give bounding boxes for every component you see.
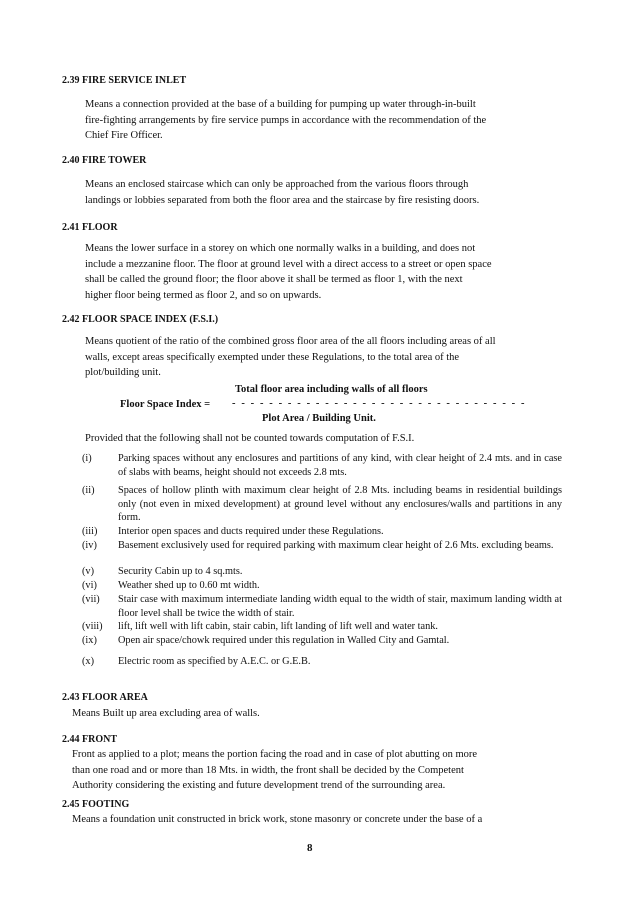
list-item-number: (x) [82, 656, 95, 667]
list-item-number: (iv) [82, 540, 97, 551]
page-number: 8 [307, 842, 313, 854]
formula-denominator: Plot Area / Building Unit. [262, 413, 376, 424]
provided-clause: Provided that the following shall not be counted towards computation of F.S.I. [85, 433, 415, 444]
text-line: Means an enclosed staircase which can only be approached from the various floors through [85, 179, 469, 190]
section-heading-floor-area: 2.43 FLOOR AREA [62, 692, 148, 703]
list-item-number: (viii) [82, 621, 103, 632]
formula-divider: - - - - - - - - - - - - - - - - - - - - - - - - - - - - - - - - [232, 398, 527, 409]
text-line: Front as applied to a plot; means the portion facing the road and in case of plot abutting on more [72, 749, 478, 760]
formula-label: Floor Space Index = [120, 399, 211, 410]
paragraph-floor [85, 241, 563, 303]
text-line: include a mezzanine floor. The floor at ground level with a direct access to a street or open space [85, 258, 492, 270]
paragraph-floor-space-index [85, 334, 563, 381]
text-line: Means a foundation unit constructed in brick work, stone masonry or concrete under the base of a [72, 814, 483, 825]
text-line: higher floor being termed as floor 2, and so on upwards. [85, 289, 322, 301]
list-item-text: Electric room as specified by A.E.C. or G.E.B. [118, 656, 311, 667]
text-line: than one road and or more than 18 Mts. in width, the front shall be decided by the Competent [72, 764, 464, 776]
list-item-number: (ix) [82, 635, 97, 646]
list-item-text: Weather shed up to 0.60 mt width. [118, 580, 260, 591]
list-item-text: Security Cabin up to 4 sq.mts. [118, 566, 243, 577]
list-item-text: Interior open spaces and ducts required under these Regulations. [118, 526, 384, 537]
list-item-text: Parking spaces without any enclosures and partitions of any kind, with clear height of 2.4 mts. and in case of slabs with beams, height should not exceeds 2.8 mts. [118, 453, 562, 478]
text-line: Means a connection provided at the base of a building for pumping up water through-in-built [85, 99, 476, 110]
section-heading-floor: 2.41 FLOOR [62, 222, 118, 233]
list-item-text: lift, lift well with lift cabin, stair cabin, lift landing of lift well and water tank. [118, 621, 438, 632]
section-heading-floor-space-index: 2.42 FLOOR SPACE INDEX (F.S.I.) [62, 314, 219, 325]
text-line: Means Built up area excluding area of walls. [72, 708, 260, 719]
list-item-number: (vi) [82, 580, 97, 591]
paragraph-footing [72, 812, 562, 828]
section-heading-fire-tower: 2.40 FIRE TOWER [62, 155, 147, 166]
list-item-text: Basement exclusively used for required parking with maximum clear height of 2.6 Mts. excluding beams. [118, 540, 554, 551]
paragraph-floor-area [72, 706, 550, 722]
text-line: Means quotient of the ratio of the combined gross floor area of the all floors including areas of all [85, 336, 496, 347]
text-line: shall be called the ground floor; the floor above it shall be termed as floor 1, with the next [85, 274, 463, 285]
list-item-number: (vii) [82, 594, 100, 605]
section-heading-fire-service-inlet: 2.39 FIRE SERVICE INLET [62, 75, 187, 86]
text-line: plot/building unit. [85, 367, 161, 378]
list-item-text: Spaces of hollow plinth with maximum clear height of 2.8 Mts. including beams in residential buildings only (not even in mixed development) at ground level without any enclosures/walls and partitions in any form. [118, 485, 562, 523]
text-line: walls, except areas specifically exempted under these Regulations, to the total area of the [85, 351, 460, 363]
list-item-number: (ii) [82, 485, 95, 496]
paragraph-front [72, 747, 562, 794]
text-line: Means the lower surface in a storey on which one normally walks in a building, and does not [85, 243, 476, 254]
list-item-number: (i) [82, 453, 92, 464]
section-heading-front: 2.44 FRONT [62, 734, 117, 745]
list-item-number: (v) [82, 566, 95, 577]
section-heading-footing: 2.45 FOOTING [62, 799, 130, 810]
text-line: Chief Fire Officer. [85, 130, 163, 141]
text-line: fire-fighting arrangements by fire service pumps in accordance with the recommendation of the [85, 114, 487, 126]
list-item-text: Stair case with maximum intermediate landing width equal to the width of stair, maximum landing width at floor level shall be twice the width of stair. [118, 594, 562, 619]
list-item-text: Open air space/chowk required under this regulation in Walled City and Gamtal. [118, 635, 450, 646]
text-line: landings or lobbies separated from both the floor area and the staircase by fire resisting doors. [85, 194, 480, 206]
formula-numerator: Total floor area including walls of all floors [235, 384, 428, 395]
paragraph-fire-tower [85, 177, 563, 208]
paragraph-fire-service-inlet [85, 97, 563, 144]
text-line: Authority considering the existing and future development trend of the surrounding area. [72, 780, 446, 791]
list-item-number: (iii) [82, 526, 98, 537]
